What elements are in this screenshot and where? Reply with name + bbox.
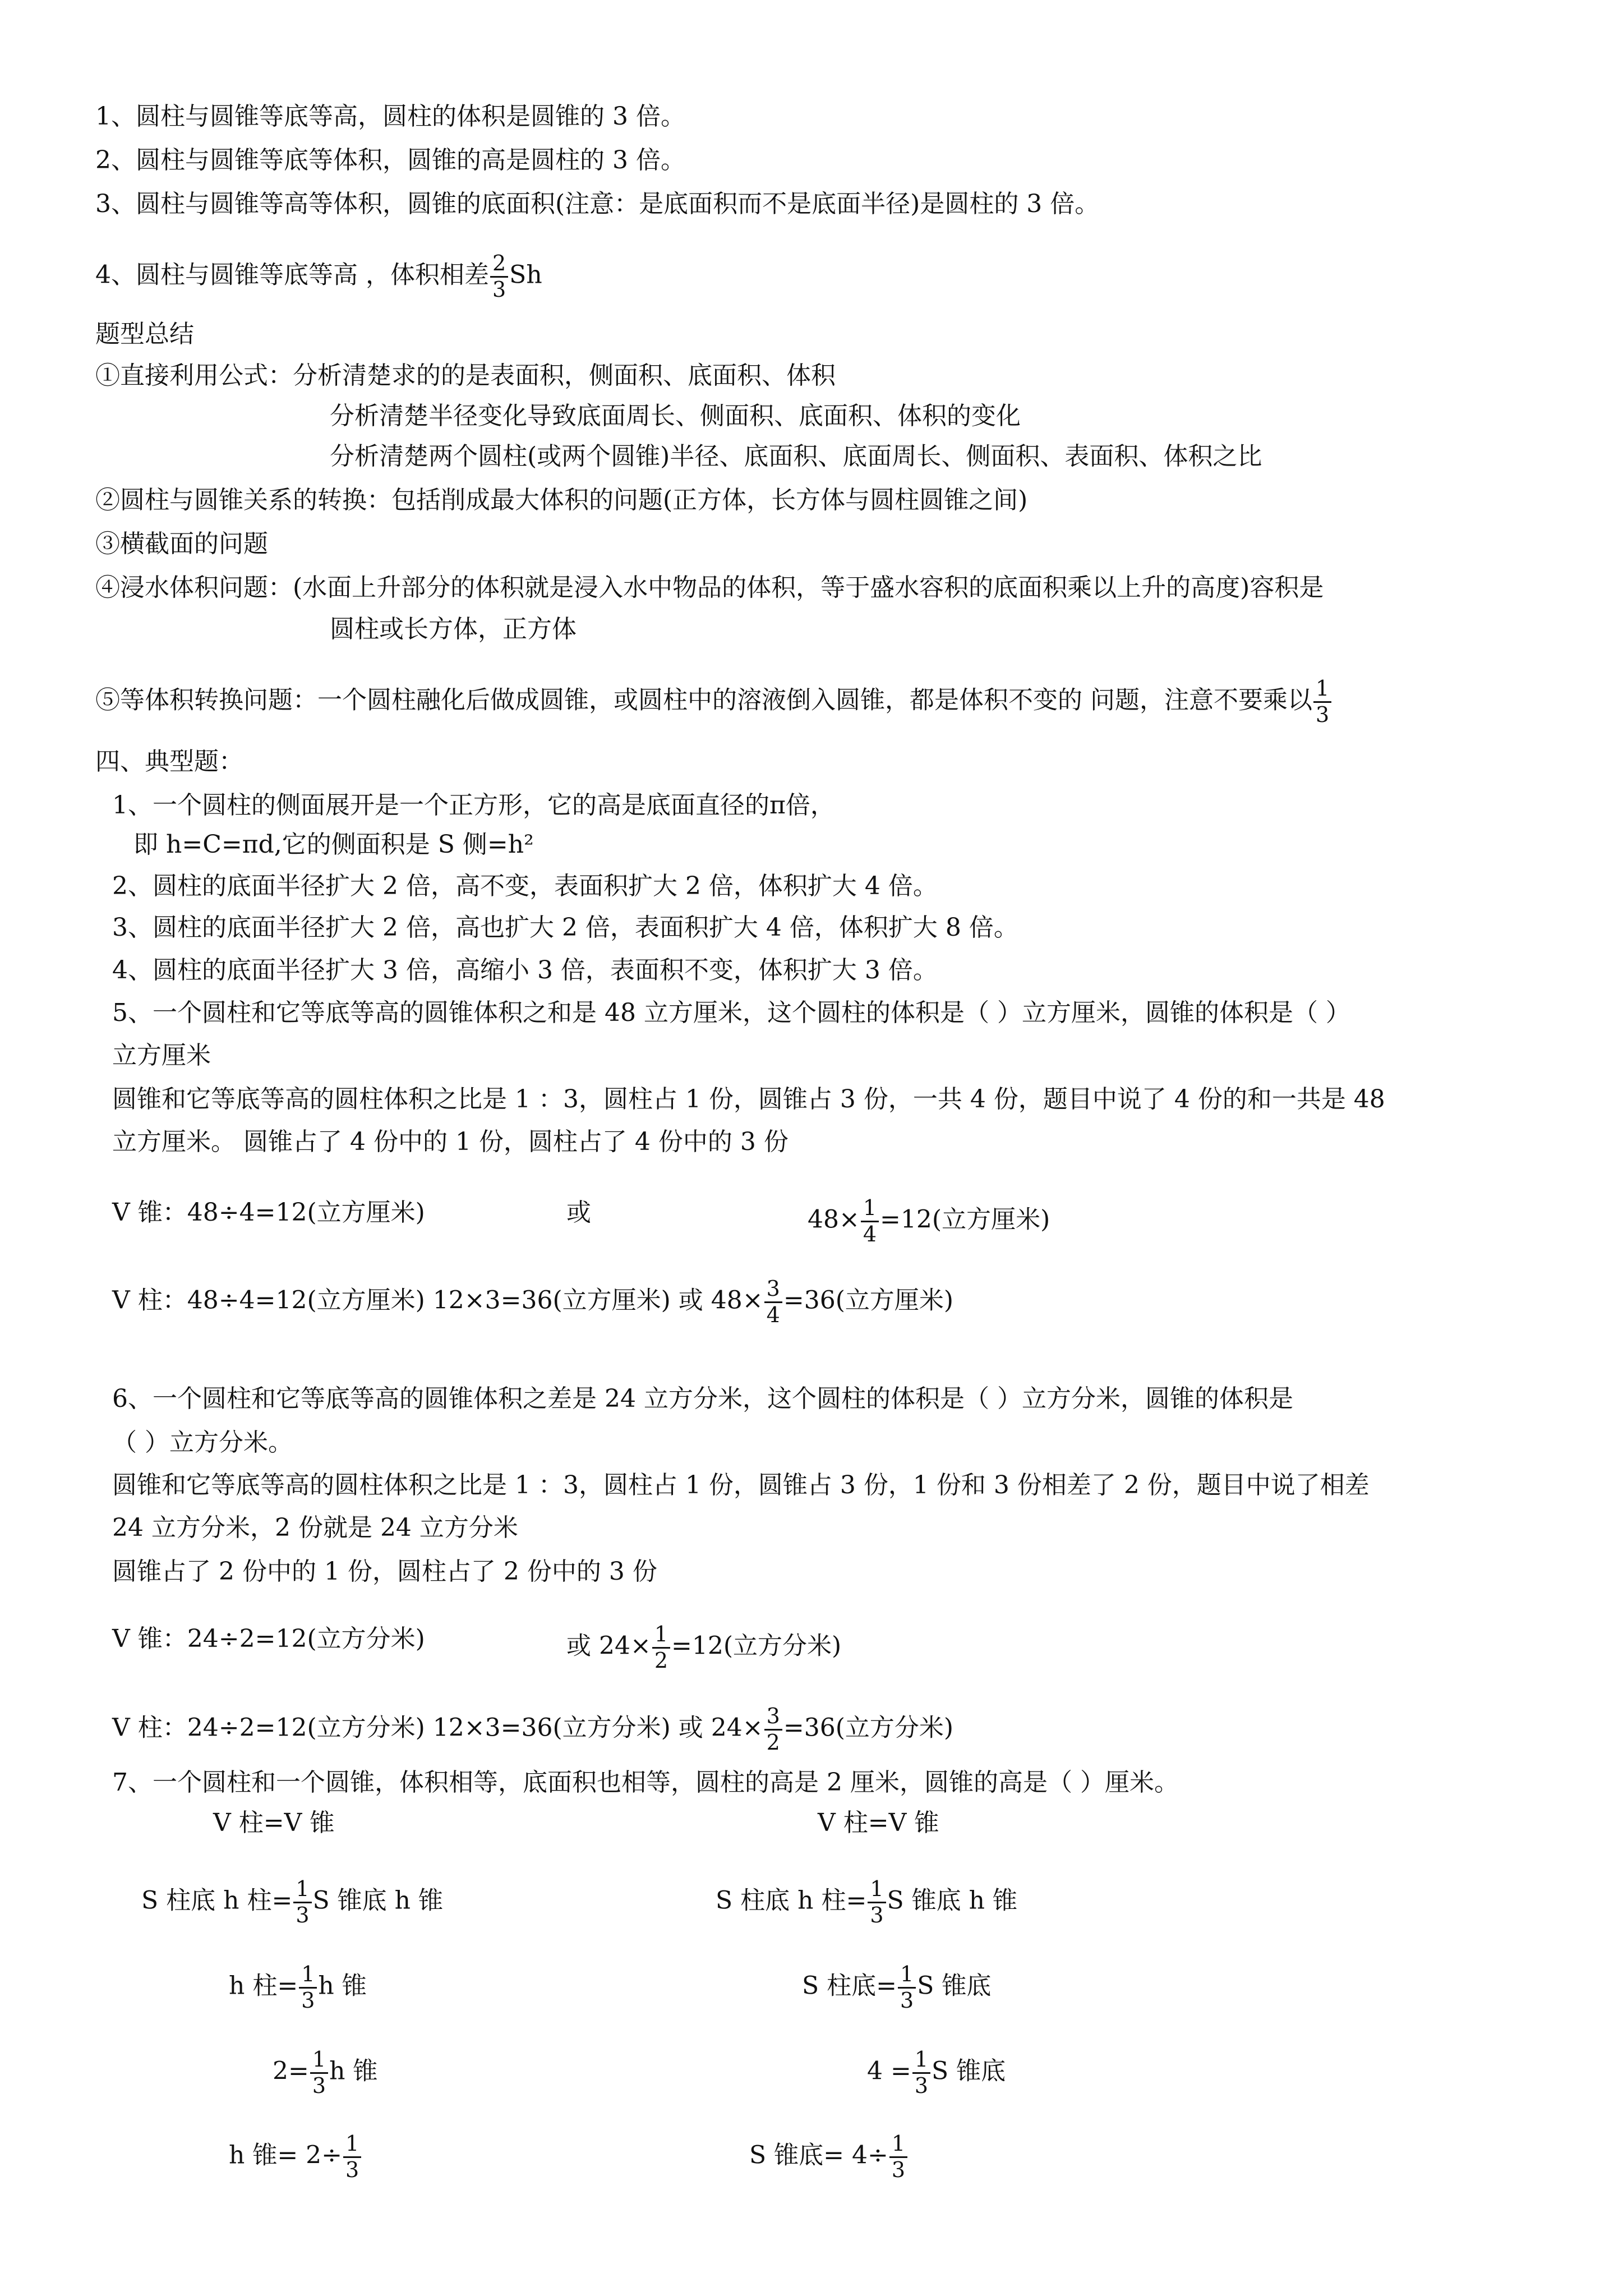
summary-item-1c: 分析清楚两个圆柱(或两个圆锥)半径、底面积、底面周长、侧面积、表面积、体积之比 — [330, 442, 1262, 471]
problem-6-cylinder-calc — [112, 1704, 953, 1755]
fact-4-tail: Sh — [509, 260, 542, 289]
summary-item-4: ④浸水体积问题：(水面上升部分的体积就是浸入水中物品的体积，等于盛水容积的底面积乘以上升的高度)容积是 — [95, 573, 1324, 602]
denominator: 3 — [891, 2157, 906, 2182]
expr-post: S 锥底 h 锥 — [312, 1886, 443, 1915]
problem-6: 6、一个圆柱和它等底等高的圆锥体积之差是 24 立方分米，这个圆柱的体积是（ ）立方分米，圆锥的体积是 — [112, 1384, 1293, 1413]
denominator: 3 — [301, 1987, 315, 2013]
fact-2: 2、圆柱与圆锥等底等体积，圆锥的高是圆柱的 3 倍。 — [95, 146, 685, 174]
numerator: 1 — [861, 1196, 879, 1222]
summary-item-1: ①直接利用公式：分析清楚求的的是表面积，侧面积、底面积、体积 — [95, 361, 836, 390]
expr-pre: S 柱底= — [802, 1971, 897, 2000]
right-step-2 — [716, 1877, 1017, 1927]
summary-item-4b: 圆柱或长方体，正方体 — [330, 615, 577, 643]
expr-post: =12(立方厘米) — [880, 1205, 1050, 1234]
expr-post: =36(立方厘米) — [783, 1286, 954, 1315]
problem-5c: 圆锥和它等底等高的圆柱体积之比是 1 ：3，圆柱占 1 份，圆锥占 3 份，一共 4 份，题目中说了 4 份的和一共是 48 — [112, 1085, 1385, 1114]
problem-6-cone-calc: V 锥：24÷2=12(立方分米) — [112, 1625, 425, 1653]
left-step-5 — [229, 2132, 362, 2182]
numerator: 1 — [293, 1877, 311, 1903]
fraction — [868, 1877, 886, 1927]
denominator: 3 — [870, 1902, 884, 1927]
fraction — [343, 2132, 361, 2182]
numerator: 2 — [490, 251, 508, 278]
fact-4 — [95, 251, 542, 302]
expr-pre: 4 = — [867, 2056, 911, 2086]
right-step-5 — [749, 2132, 909, 2182]
problem-5-cone-calc-alt — [808, 1196, 1050, 1246]
expr-pre: V 柱：48÷4=12(立方厘米) 12×3=36(立方厘米) 或 48× — [112, 1286, 763, 1315]
denominator: 3 — [900, 1987, 914, 2013]
problem-5d: 立方厘米。 圆锥占了 4 份中的 1 份，圆柱占了 4 份中的 3 份 — [112, 1128, 789, 1156]
numerator: 1 — [299, 1962, 317, 1989]
expr-pre: S 锥底= 4÷ — [749, 2141, 888, 2170]
expr-post: S 锥底 — [917, 1971, 992, 2000]
problem-6-cone-calc-alt — [566, 1622, 841, 1673]
problem-5: 5、一个圆柱和它等底等高的圆锥体积之和是 48 立方厘米，这个圆柱的体积是（ ）立方厘米，圆锥的体积是（ ） — [112, 999, 1350, 1027]
denominator: 3 — [296, 1902, 310, 1927]
fact-1: 1、圆柱与圆锥等底等高，圆柱的体积是圆锥的 3 倍。 — [95, 102, 685, 131]
left-step-3 — [229, 1962, 367, 2013]
fraction — [299, 1962, 317, 2013]
fraction — [764, 1704, 782, 1755]
summary-title: 题型总结 — [95, 320, 194, 348]
expr-post: =12(立方分米) — [671, 1631, 842, 1660]
problem-5-or: 或 — [566, 1198, 591, 1227]
numerator: 1 — [343, 2132, 361, 2158]
problem-7: 7、一个圆柱和一个圆锥，体积相等，底面积也相等，圆柱的高是 2 厘米，圆锥的高是（ ）厘米。 — [112, 1768, 1179, 1797]
fraction — [652, 1622, 670, 1673]
expr-pre: S 柱底 h 柱= — [141, 1886, 293, 1915]
numerator: 1 — [1313, 677, 1331, 703]
problem-1: 1、一个圆柱的侧面展开是一个正方形，它的高是底面直径的π倍， — [112, 791, 835, 820]
expr-pre: 或 24× — [566, 1631, 651, 1660]
denominator: 3 — [1315, 702, 1330, 727]
fraction — [310, 2047, 328, 2098]
numerator: 1 — [652, 1622, 670, 1649]
numerator: 3 — [764, 1704, 782, 1731]
left-step-4 — [273, 2047, 377, 2098]
numerator: 1 — [912, 2047, 930, 2074]
numerator: 3 — [764, 1277, 782, 1303]
denominator: 3 — [312, 2073, 326, 2098]
problem-5-cone-calc: V 锥：48÷4=12(立方厘米) — [112, 1198, 425, 1227]
fact-3: 3、圆柱与圆锥等高等体积，圆锥的底面积(注意：是底面积而不是底面半径)是圆柱的 3 倍。 — [95, 190, 1100, 218]
denominator: 3 — [914, 2073, 929, 2098]
fraction — [764, 1277, 782, 1327]
typical-title: 四、典型题： — [95, 747, 243, 776]
problem-6b: （ ）立方分米。 — [112, 1428, 293, 1457]
problem-1b: 即 h=C=πd,它的侧面积是 S 侧=h² — [133, 830, 534, 859]
summary-item-5 — [95, 677, 1332, 727]
denominator: 4 — [766, 1302, 780, 1327]
expr-pre: h 柱= — [229, 1971, 298, 2000]
fraction — [861, 1196, 879, 1246]
fraction — [912, 2047, 930, 2098]
problem-2: 2、圆柱的底面半径扩大 2 倍，高不变，表面积扩大 2 倍，体积扩大 4 倍。 — [112, 872, 938, 900]
problem-6d: 24 立方分米，2 份就是 24 立方分米 — [112, 1513, 518, 1542]
expr-post: h 锥 — [329, 2056, 378, 2086]
summary-item-1b: 分析清楚半径变化导致底面周长、侧面积、底面积、体积的变化 — [330, 402, 1021, 430]
numerator: 1 — [310, 2047, 328, 2074]
expr-pre: V 柱：24÷2=12(立方分米) 12×3=36(立方分米) 或 24× — [112, 1713, 763, 1742]
fraction — [889, 2132, 907, 2182]
left-step-1: V 柱=V 锥 — [213, 1809, 335, 1837]
problem-3: 3、圆柱的底面半径扩大 2 倍，高也扩大 2 倍，表面积扩大 4 倍，体积扩大 8 倍。 — [112, 913, 1018, 942]
problem-6e: 圆锥占了 2 份中的 1 份，圆柱占了 2 份中的 3 份 — [112, 1557, 657, 1586]
expr-pre: h 锥= 2÷ — [229, 2141, 343, 2170]
denominator: 3 — [345, 2157, 359, 2182]
expr-post: =36(立方分米) — [783, 1713, 954, 1742]
problem-4: 4、圆柱的底面半径扩大 3 倍，高缩小 3 倍，表面积不变，体积扩大 3 倍。 — [112, 956, 938, 984]
fact-4-text: 4、圆柱与圆锥等底等高 ，体积相差 — [95, 260, 489, 289]
left-step-2 — [141, 1877, 443, 1927]
problem-5-cylinder-calc — [112, 1277, 953, 1327]
fraction — [1313, 677, 1331, 727]
denominator: 3 — [492, 277, 506, 302]
expr-post: h 锥 — [318, 1971, 367, 2000]
fraction — [490, 251, 508, 302]
expr-pre: 2= — [273, 2056, 309, 2086]
summary-item-5-text: ⑤等体积转换问题：一个圆柱融化后做成圆锥，或圆柱中的溶液倒入圆锥，都是体积不变的 问题，注意不要乘以 — [95, 685, 1312, 715]
problem-5b: 立方厘米 — [112, 1041, 211, 1070]
problem-6c: 圆锥和它等底等高的圆柱体积之比是 1 ：3，圆柱占 1 份，圆锥占 3 份，1 份和 3 份相差了 2 份，题目中说了相差 — [112, 1471, 1370, 1499]
summary-item-3: ③横截面的问题 — [95, 530, 268, 558]
numerator: 1 — [868, 1877, 886, 1903]
expr-pre: S 柱底 h 柱= — [716, 1886, 867, 1915]
numerator: 1 — [889, 2132, 907, 2158]
right-step-3 — [802, 1962, 991, 2013]
expr-pre: 48× — [808, 1205, 860, 1234]
denominator: 2 — [766, 1729, 780, 1755]
right-step-4 — [867, 2047, 1006, 2098]
denominator: 4 — [863, 1221, 877, 1246]
fraction — [293, 1877, 311, 1927]
fraction — [898, 1962, 916, 2013]
right-step-1: V 柱=V 锥 — [818, 1809, 939, 1837]
expr-post: S 锥底 — [932, 2056, 1006, 2086]
summary-item-2: ②圆柱与圆锥关系的转换：包括削成最大体积的问题(正方体，长方体与圆柱圆锥之间) — [95, 486, 1028, 514]
denominator: 2 — [654, 1648, 668, 1673]
numerator: 1 — [898, 1962, 916, 1989]
expr-post: S 锥底 h 锥 — [887, 1886, 1017, 1915]
